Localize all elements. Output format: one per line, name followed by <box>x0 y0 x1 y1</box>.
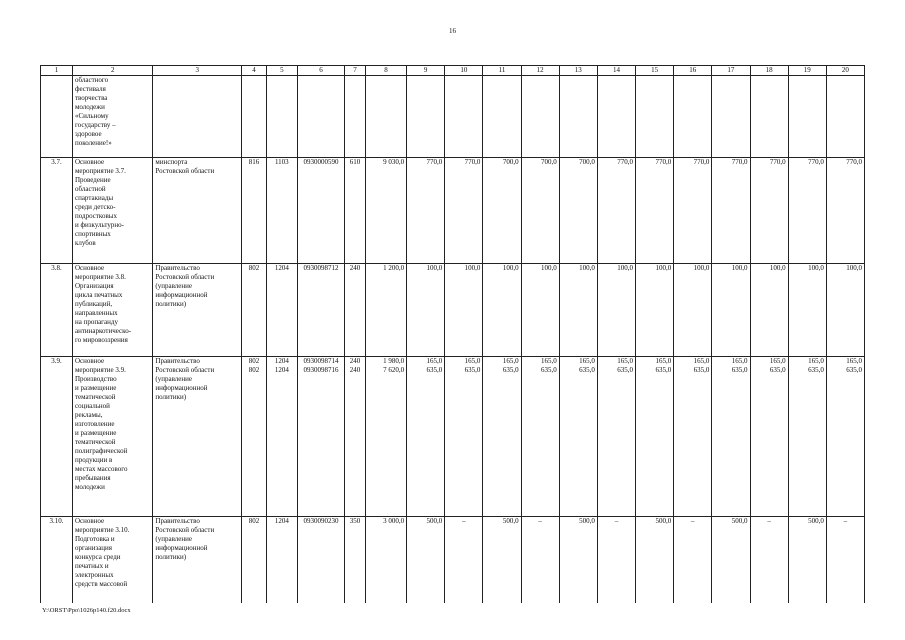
grbs-code: 816 <box>242 158 267 264</box>
year-amount <box>483 76 521 158</box>
header-cell: 5 <box>266 66 297 76</box>
table-row <box>41 264 865 357</box>
year-amount <box>445 76 483 158</box>
vr-code <box>345 76 366 158</box>
year-amount: 100,0 <box>445 264 483 357</box>
total-amount: 9 030,0 <box>365 158 406 264</box>
header-cell: 13 <box>559 66 597 76</box>
measure-name: Основное мероприятие 3.9. Производство и размещение тематической социальной рекламы, изготовление и размещение тематической полиграфической продукции в местах массового пребывания молодежи <box>72 357 152 517</box>
year-amount: 100,0 <box>521 264 559 357</box>
header-cell: 4 <box>242 66 267 76</box>
row-number: 3.10. <box>41 517 73 603</box>
year-amount: 165,0 635,0 <box>788 357 826 517</box>
year-amount: 770,0 <box>636 158 674 264</box>
csr-code: 0930098714 0930098716 <box>297 357 344 517</box>
year-amount: 100,0 <box>597 264 635 357</box>
year-amount <box>788 76 826 158</box>
year-amount: 770,0 <box>597 158 635 264</box>
header-cell: 1 <box>41 66 73 76</box>
csr-code <box>297 76 344 158</box>
year-amount: 100,0 <box>712 264 750 357</box>
year-amount: 770,0 <box>712 158 750 264</box>
year-amount: 100,0 <box>674 264 712 357</box>
total-amount: 3 000,0 <box>365 517 406 603</box>
rzpr-code: 1204 1204 <box>266 357 297 517</box>
header-cell: 19 <box>788 66 826 76</box>
year-amount: 700,0 <box>521 158 559 264</box>
header-cell: 9 <box>407 66 445 76</box>
year-amount: 770,0 <box>674 158 712 264</box>
year-amount: 700,0 <box>483 158 521 264</box>
year-amount: 165,0 635,0 <box>521 357 559 517</box>
grbs-code <box>242 76 267 158</box>
header-cell: 11 <box>483 66 521 76</box>
header-cell: 12 <box>521 66 559 76</box>
total-amount: 1 200,0 <box>365 264 406 357</box>
year-amount: 165,0 635,0 <box>826 357 864 517</box>
header-cell: 16 <box>674 66 712 76</box>
year-amount: 700,0 <box>559 158 597 264</box>
year-amount: 100,0 <box>407 264 445 357</box>
row-number: 3.8. <box>41 264 73 357</box>
year-amount <box>407 76 445 158</box>
header-cell: 8 <box>365 66 406 76</box>
executor: минспорта Ростовской области <box>153 158 242 264</box>
table-row-continuation <box>41 76 865 158</box>
year-amount: 500,0 <box>712 517 750 603</box>
row-number: 3.7. <box>41 158 73 264</box>
year-amount: 500,0 <box>788 517 826 603</box>
page-number: 16 <box>449 27 456 35</box>
csr-code: 0930090230 <box>297 517 344 603</box>
document-path-footer: Y:\ORST\Ppo\1026p140.f20.docx <box>42 607 131 614</box>
rzpr-code: 1204 <box>266 517 297 603</box>
year-amount: 165,0 635,0 <box>559 357 597 517</box>
header-cell: 7 <box>345 66 366 76</box>
measure-name: Основное мероприятие 3.7. Проведение областной спартакиады среди детско- подростковых и физкультурно- спортивных клубов <box>72 158 152 264</box>
year-amount <box>636 76 674 158</box>
header-cell: 10 <box>445 66 483 76</box>
year-amount: 100,0 <box>636 264 674 357</box>
year-amount: 100,0 <box>826 264 864 357</box>
row-number: 3.9. <box>41 357 73 517</box>
total-amount <box>365 76 406 158</box>
year-amount: 100,0 <box>559 264 597 357</box>
year-amount: 165,0 635,0 <box>750 357 788 517</box>
rzpr-code <box>266 76 297 158</box>
header-cell: 15 <box>636 66 674 76</box>
header-cell: 20 <box>826 66 864 76</box>
expenditure-table <box>40 65 865 603</box>
grbs-code: 802 <box>242 264 267 357</box>
executor <box>153 76 242 158</box>
year-amount: – <box>445 517 483 603</box>
executor: Правительство Ростовской области (управление информационной политики) <box>153 517 242 603</box>
vr-code: 610 <box>345 158 366 264</box>
table-row <box>41 517 865 603</box>
vr-code: 240 <box>345 264 366 357</box>
year-amount: 500,0 <box>407 517 445 603</box>
year-amount: – <box>826 517 864 603</box>
header-cell: 14 <box>597 66 635 76</box>
year-amount: 770,0 <box>445 158 483 264</box>
year-amount <box>750 76 788 158</box>
grbs-code: 802 802 <box>242 357 267 517</box>
year-amount: 500,0 <box>636 517 674 603</box>
year-amount: – <box>750 517 788 603</box>
total-amount: 1 980,0 7 620,0 <box>365 357 406 517</box>
year-amount: 770,0 <box>788 158 826 264</box>
header-cell: 17 <box>712 66 750 76</box>
year-amount: 100,0 <box>750 264 788 357</box>
rzpr-code: 1103 <box>266 158 297 264</box>
year-amount: 165,0 635,0 <box>483 357 521 517</box>
year-amount <box>597 76 635 158</box>
header-cell: 2 <box>72 66 152 76</box>
year-amount: 100,0 <box>483 264 521 357</box>
year-amount: 165,0 635,0 <box>712 357 750 517</box>
year-amount <box>521 76 559 158</box>
year-amount: – <box>674 517 712 603</box>
year-amount: 165,0 635,0 <box>445 357 483 517</box>
year-amount <box>826 76 864 158</box>
header-cell: 18 <box>750 66 788 76</box>
year-amount: 100,0 <box>788 264 826 357</box>
measure-name: Основное мероприятие 3.10. Подготовка и организация конкурса среди печатных и электронных средств массовой <box>72 517 152 603</box>
measure-name: Основное мероприятие 3.8. Организация цикла печатных публикаций, направленных на пропаганду антинаркотическо- го мировоззрения <box>72 264 152 357</box>
year-amount <box>674 76 712 158</box>
year-amount: 770,0 <box>826 158 864 264</box>
table-row <box>41 158 865 264</box>
executor: Правительство Ростовской области (управление информационной политики) <box>153 264 242 357</box>
vr-code: 350 <box>345 517 366 603</box>
year-amount <box>559 76 597 158</box>
year-amount: 165,0 635,0 <box>597 357 635 517</box>
vr-code: 240 240 <box>345 357 366 517</box>
year-amount: 165,0 635,0 <box>674 357 712 517</box>
year-amount: 500,0 <box>559 517 597 603</box>
header-cell: 3 <box>153 66 242 76</box>
year-amount: 770,0 <box>407 158 445 264</box>
year-amount: 770,0 <box>750 158 788 264</box>
year-amount: 500,0 <box>483 517 521 603</box>
year-amount <box>712 76 750 158</box>
csr-code: 0930098712 <box>297 264 344 357</box>
year-amount: – <box>597 517 635 603</box>
rzpr-code: 1204 <box>266 264 297 357</box>
measure-name: областного фестиваля творчества молодежи «Сильному государству – здоровое поколение!» <box>72 76 152 158</box>
grbs-code: 802 <box>242 517 267 603</box>
year-amount: 165,0 635,0 <box>407 357 445 517</box>
year-amount: 165,0 635,0 <box>636 357 674 517</box>
table-row <box>41 357 865 517</box>
header-cell: 6 <box>297 66 344 76</box>
csr-code: 0930000590 <box>297 158 344 264</box>
year-amount: – <box>521 517 559 603</box>
header-row <box>41 66 865 76</box>
row-number <box>41 76 73 158</box>
executor: Правительство Ростовской области (управление информационной политики) <box>153 357 242 517</box>
